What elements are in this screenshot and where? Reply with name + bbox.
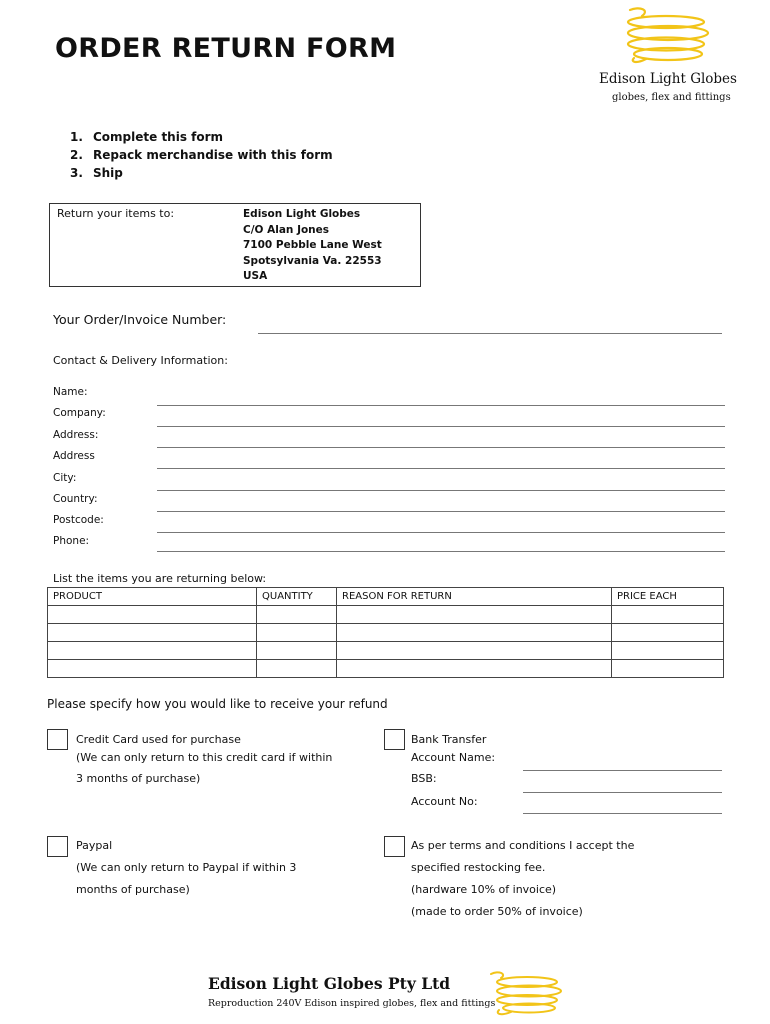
reason-cell[interactable] bbox=[337, 642, 612, 660]
order-number-field[interactable] bbox=[258, 333, 722, 334]
postcode-field[interactable] bbox=[157, 532, 725, 533]
product-cell[interactable] bbox=[48, 606, 257, 624]
table-row bbox=[48, 624, 724, 642]
return-items-table bbox=[47, 587, 724, 678]
table-row bbox=[48, 660, 724, 678]
items-heading: List the items you are returning below: bbox=[53, 572, 267, 585]
country-label: Country: bbox=[53, 493, 98, 505]
terms-text: As per terms and conditions I accept the bbox=[411, 839, 635, 852]
return-address-label: Return your items to: bbox=[57, 207, 175, 220]
spiral-filament-icon bbox=[616, 4, 716, 66]
table-row bbox=[48, 606, 724, 624]
column-header-reason: REASON FOR RETURN bbox=[337, 588, 612, 606]
credit-card-note: (We can only return to this credit card if within bbox=[76, 751, 333, 764]
price-cell[interactable] bbox=[612, 642, 724, 660]
bank-transfer-label: Bank Transfer bbox=[411, 733, 487, 746]
column-header-quantity: QUANTITY bbox=[257, 588, 337, 606]
address-line: USA bbox=[243, 270, 268, 282]
address-2-field[interactable] bbox=[157, 468, 725, 469]
product-cell[interactable] bbox=[48, 660, 257, 678]
order-number-label: Your Order/Invoice Number: bbox=[53, 312, 227, 327]
instruction-step: 1. Complete this form bbox=[70, 130, 224, 144]
instruction-step: 2. Repack merchandise with this form bbox=[70, 148, 333, 162]
phone-field[interactable] bbox=[157, 551, 725, 552]
paypal-label: Paypal bbox=[76, 839, 113, 852]
footer-company: Edison Light Globes Pty Ltd bbox=[208, 974, 451, 993]
page-title: ORDER RETURN FORM bbox=[55, 33, 397, 64]
return-address bbox=[243, 207, 382, 285]
company-label: Company: bbox=[53, 407, 106, 419]
postcode-label: Postcode: bbox=[53, 514, 104, 526]
account-no-label: Account No: bbox=[411, 795, 478, 808]
price-cell[interactable] bbox=[612, 624, 724, 642]
bsb-field[interactable] bbox=[523, 792, 722, 793]
terms-text: (made to order 50% of invoice) bbox=[411, 905, 583, 918]
quantity-cell[interactable] bbox=[257, 660, 337, 678]
name-field[interactable] bbox=[157, 405, 725, 406]
reason-cell[interactable] bbox=[337, 606, 612, 624]
price-cell[interactable] bbox=[612, 606, 724, 624]
price-cell[interactable] bbox=[612, 660, 724, 678]
address-line: 7100 Pebble Lane West bbox=[243, 239, 382, 251]
instruction-step: 3. Ship bbox=[70, 166, 123, 180]
paypal-checkbox[interactable] bbox=[47, 836, 68, 857]
brand-name: Edison Light Globes bbox=[599, 71, 737, 87]
city-label: City: bbox=[53, 472, 77, 484]
bsb-label: BSB: bbox=[411, 772, 437, 785]
credit-card-note-cont: 3 months of purchase) bbox=[76, 772, 201, 785]
name-label: Name: bbox=[53, 386, 88, 398]
address-field[interactable] bbox=[157, 447, 725, 448]
paypal-note: (We can only return to Paypal if within 3 bbox=[76, 861, 297, 874]
country-field[interactable] bbox=[157, 511, 725, 512]
footer-tagline: Reproduction 240V Edison inspired globes, flex and fittings bbox=[208, 998, 496, 1009]
paypal-note-cont: months of purchase) bbox=[76, 883, 190, 896]
refund-heading: Please specify how you would like to receive your refund bbox=[47, 697, 388, 711]
product-cell[interactable] bbox=[48, 624, 257, 642]
bank-transfer-checkbox[interactable] bbox=[384, 729, 405, 750]
company-field[interactable] bbox=[157, 426, 725, 427]
account-no-field[interactable] bbox=[523, 813, 722, 814]
product-cell[interactable] bbox=[48, 642, 257, 660]
address-label: Address: bbox=[53, 429, 99, 441]
address-line: C/O Alan Jones bbox=[243, 223, 330, 236]
city-field[interactable] bbox=[157, 490, 725, 491]
spiral-filament-icon bbox=[485, 968, 565, 1018]
column-header-product: PRODUCT bbox=[48, 588, 257, 606]
phone-label: Phone: bbox=[53, 535, 90, 547]
instructions-list bbox=[70, 128, 333, 182]
quantity-cell[interactable] bbox=[257, 624, 337, 642]
brand-tagline: globes, flex and fittings bbox=[612, 92, 731, 103]
reason-cell[interactable] bbox=[337, 660, 612, 678]
address-line: Spotsylvania Va. 22553 bbox=[243, 254, 382, 267]
account-name-label: Account Name: bbox=[411, 751, 496, 764]
table-row bbox=[48, 642, 724, 660]
quantity-cell[interactable] bbox=[257, 642, 337, 660]
reason-cell[interactable] bbox=[337, 624, 612, 642]
terms-text: (hardware 10% of invoice) bbox=[411, 883, 557, 896]
account-name-field[interactable] bbox=[523, 770, 722, 771]
column-header-price: PRICE EACH bbox=[612, 588, 724, 606]
terms-checkbox[interactable] bbox=[384, 836, 405, 857]
credit-card-label: Credit Card used for purchase bbox=[76, 733, 241, 746]
credit-card-checkbox[interactable] bbox=[47, 729, 68, 750]
terms-text: specified restocking fee. bbox=[411, 861, 546, 874]
address-2-label: Address bbox=[53, 450, 95, 462]
quantity-cell[interactable] bbox=[257, 606, 337, 624]
address-line: Edison Light Globes bbox=[243, 208, 361, 220]
table-header-row bbox=[48, 588, 724, 606]
contact-heading: Contact & Delivery Information: bbox=[53, 354, 228, 367]
